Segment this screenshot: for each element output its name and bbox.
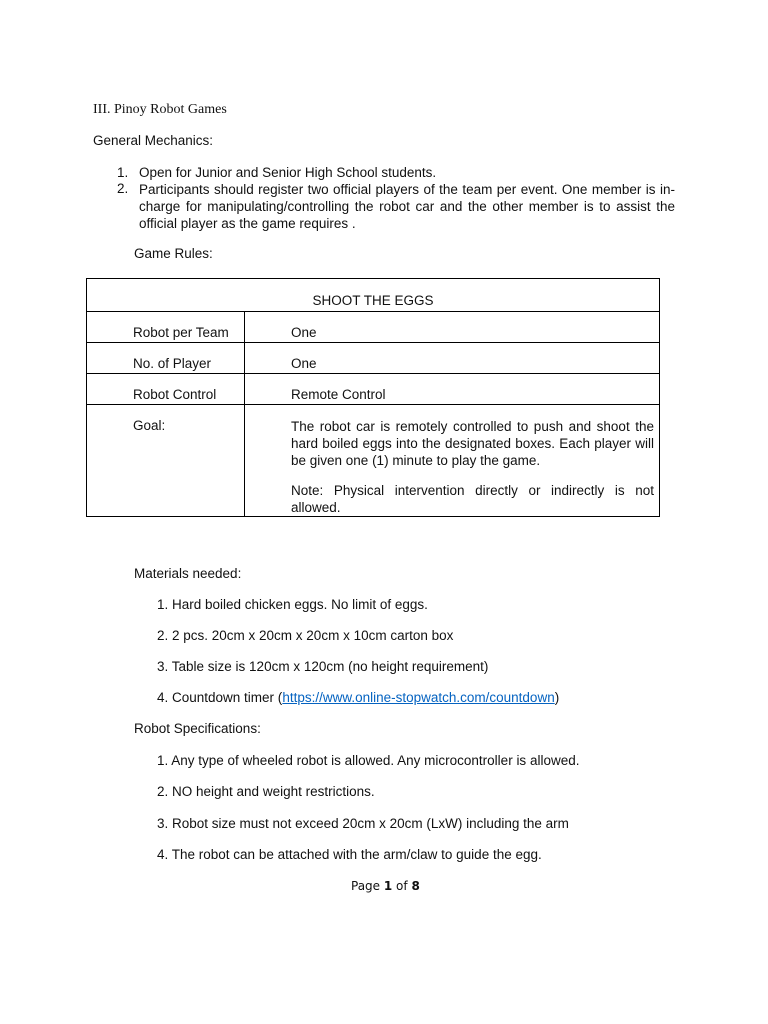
page-footer [351, 879, 420, 893]
list-number: 2. [117, 181, 129, 196]
materials-item: 3. Table size is 120cm x 120cm (no height requirement) [157, 659, 489, 674]
robot-specs-item: 3. Robot size must not exceed 20cm x 20cm (LxW) including the arm [157, 816, 569, 831]
game-rules-heading: Game Rules: [134, 246, 213, 261]
row-label: No. of Player [133, 356, 212, 371]
footer-total-pages: 8 [411, 879, 420, 893]
robot-specs-item: 4. The robot can be attached with the arm/claw to guide the egg. [157, 847, 542, 862]
robot-specs-item: 2. NO height and weight restrictions. [157, 784, 375, 799]
goal-note: Note: Physical intervention directly or indirectly is not allowed. [291, 483, 654, 515]
row-label: Robot Control [133, 387, 217, 402]
row-value: Remote Control [291, 387, 386, 402]
materials-item: 1. Hard boiled chicken eggs. No limit of eggs. [157, 597, 428, 612]
list-number: 1. [117, 165, 129, 180]
materials-item-timer [157, 690, 559, 705]
table-row [87, 312, 660, 343]
timer-suffix: ) [554, 690, 560, 705]
list-item: Participants should register two official players of the team per event. One member is in-charge for manipulating/controlling the robot car and the other member is to assist the official player as the game requires . [139, 182, 675, 231]
row-value: One [291, 325, 317, 340]
game-rules-table [86, 278, 660, 517]
footer-current-page: 1 [383, 879, 393, 893]
robot-specs-item: 1. Any type of wheeled robot is allowed. Any microcontroller is allowed. [157, 753, 580, 768]
general-mechanics-heading: General Mechanics: [93, 133, 214, 148]
timer-prefix: 4. Countdown timer ( [157, 690, 283, 705]
table-title: SHOOT THE EGGS [312, 293, 434, 308]
row-value: One [291, 356, 317, 371]
materials-item: 2. 2 pcs. 20cm x 20cm x 20cm x 10cm carton box [157, 628, 454, 643]
footer-prefix: Page [351, 879, 384, 893]
materials-heading: Materials needed: [134, 566, 242, 581]
robot-specs-heading: Robot Specifications: [134, 721, 261, 736]
section-title: III. Pinoy Robot Games [93, 102, 227, 117]
table-row [87, 343, 660, 374]
list-item: Open for Junior and Senior High School students. [139, 165, 437, 180]
table-row-goal [87, 405, 660, 517]
goal-label: Goal: [133, 418, 166, 433]
goal-text: The robot car is remotely controlled to push and shoot the hard boiled eggs into the designated boxes. Each player will be given one (1) minute to play the game. [291, 419, 654, 468]
table-title-cell [87, 279, 660, 312]
countdown-link[interactable]: https://www.online-stopwatch.com/countdown [282, 690, 555, 705]
table-row [87, 374, 660, 405]
footer-middle: of [392, 879, 412, 893]
row-label: Robot per Team [133, 325, 229, 340]
